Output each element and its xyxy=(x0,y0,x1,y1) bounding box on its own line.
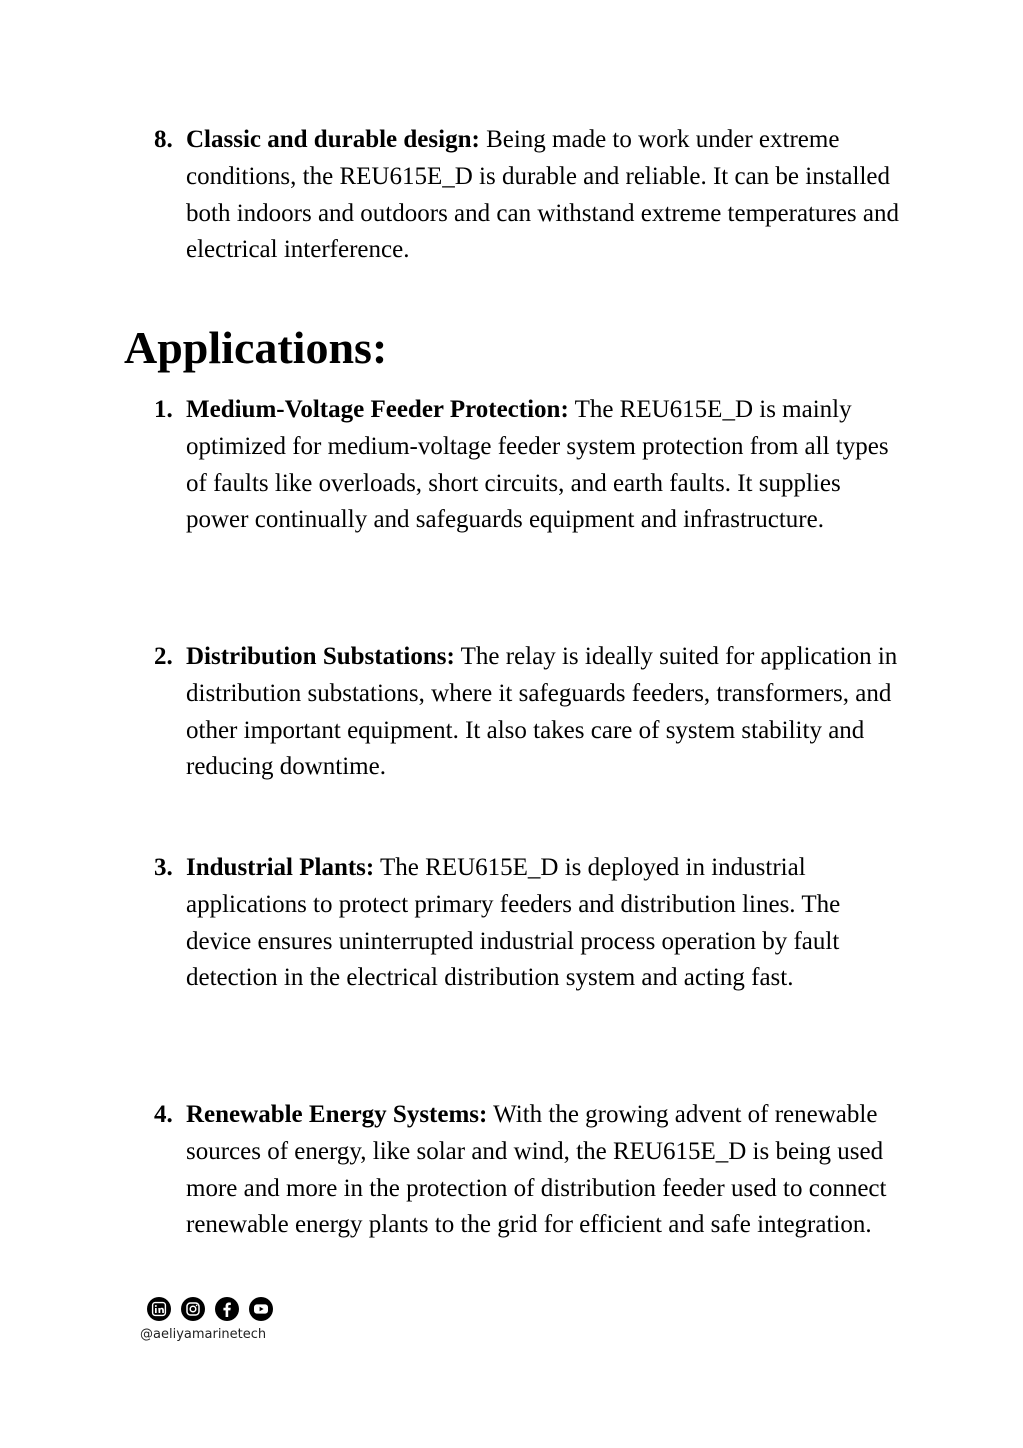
list-item-text: With the growing advent of renewable sources of energy, like solar and wind, the REU615E_D is being used more and more in the protection of distribution feeder used to connect renewable energy plants to the grid for efficient and safe integration. xyxy=(186,1101,887,1239)
list-number: 3. xyxy=(154,854,173,881)
list-item-lead: Classic and durable design: xyxy=(186,126,480,153)
list-item-lead: Distribution Substations: xyxy=(186,643,455,670)
list-number: 4. xyxy=(154,1101,173,1128)
list-item-body xyxy=(186,392,902,539)
list-number: 1. xyxy=(154,396,173,423)
youtube-icon[interactable] xyxy=(248,1296,274,1322)
list-item-text: The REU615E_D is deployed in industrial applications to protect primary feeders and distribution lines. The device ensures uninterrupted industrial process operation by fault detection in the electrical distribution system and acting fast. xyxy=(186,854,841,992)
social-icons xyxy=(146,1296,274,1322)
section-heading: Applications: xyxy=(124,322,388,373)
list-number: 2. xyxy=(154,643,173,670)
list-item-body xyxy=(186,850,902,997)
list-item-design xyxy=(154,122,902,269)
social-footer xyxy=(140,1296,300,1348)
social-handle: @aeliyamarinetech xyxy=(140,1327,267,1342)
list-item-lead: Industrial Plants: xyxy=(186,854,375,881)
list-item-body xyxy=(186,122,902,269)
list-item-lead: Renewable Energy Systems: xyxy=(186,1101,488,1128)
list-item-text: Being made to work under extreme conditions, the REU615E_D is durable and reliable. It can be installed both indoors and outdoors and can withstand extreme temperatures and electrical interference. xyxy=(186,126,900,264)
list-item-industrial-plants xyxy=(154,850,902,997)
list-item-lead: Medium-Voltage Feeder Protection: xyxy=(186,396,569,423)
list-item-text: The relay is ideally suited for application in distribution substations, where it safeguards feeders, transformers, and other important equipment. It also takes care of system stability and reducing downtime. xyxy=(186,643,898,781)
list-number: 8. xyxy=(154,126,173,153)
facebook-icon[interactable] xyxy=(214,1296,240,1322)
list-item-substations xyxy=(154,639,902,786)
list-item-body xyxy=(186,1097,902,1244)
list-item-text: The REU615E_D is mainly optimized for medium-voltage feeder system protection from all types of faults like overloads, short circuits, and earth faults. It supplies power continually and safeguards equipment and infrastructure. xyxy=(186,396,889,534)
list-item-renewable-energy xyxy=(154,1097,902,1244)
linkedin-icon[interactable] xyxy=(146,1296,172,1322)
list-item-feeder-protection xyxy=(154,392,902,539)
list-item-body xyxy=(186,639,902,786)
instagram-icon[interactable] xyxy=(180,1296,206,1322)
